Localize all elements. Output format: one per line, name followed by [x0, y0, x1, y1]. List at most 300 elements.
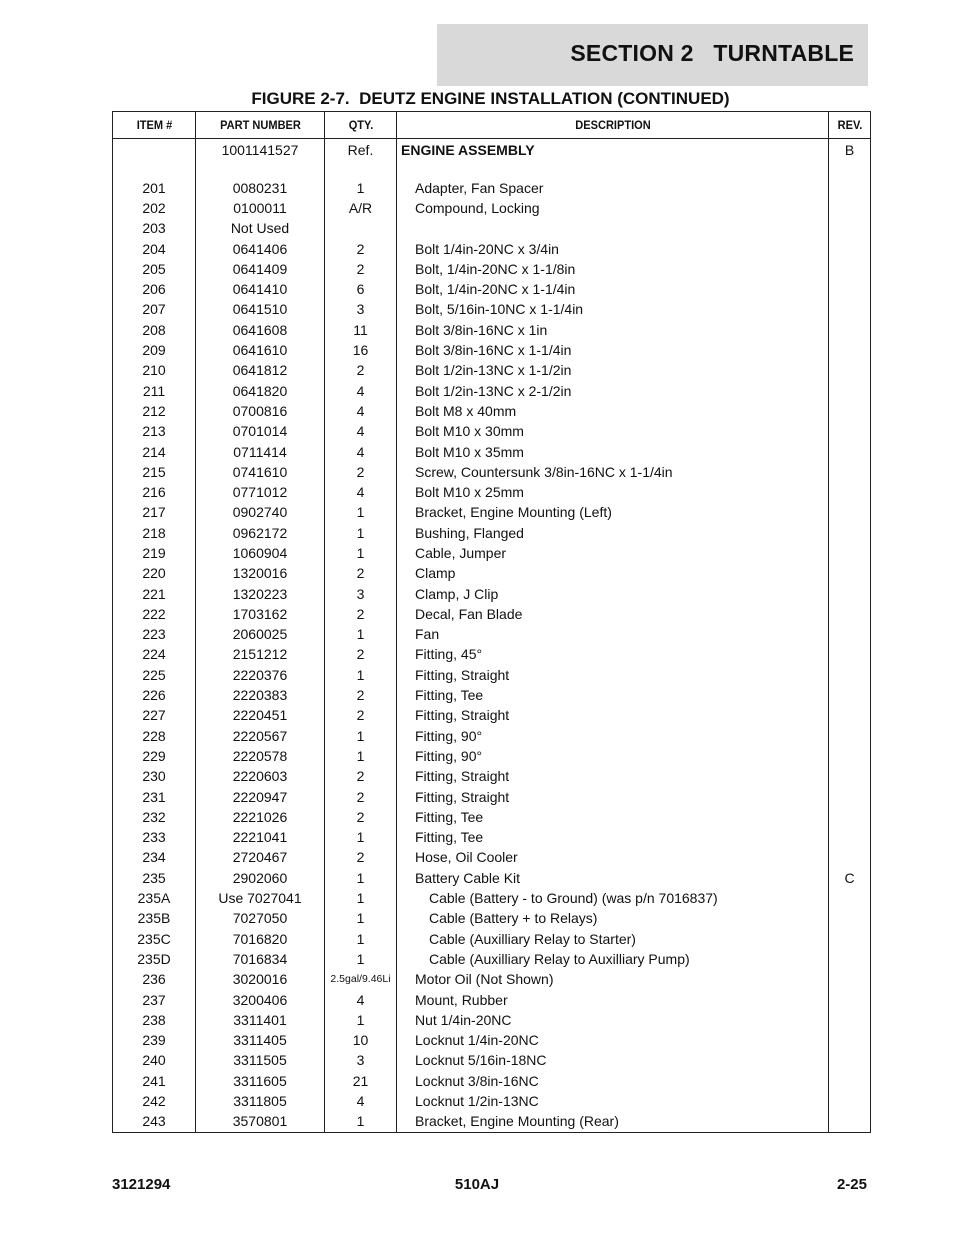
assembly-row [113, 139, 871, 162]
qty-cell: 2 [325, 645, 397, 665]
item-number-cell: 234 [113, 848, 196, 868]
part-number-cell: 7016820 [196, 929, 325, 949]
table-row [113, 219, 871, 239]
part-number-cell: 0641410 [196, 279, 325, 299]
description-cell: Cable (Battery + to Relays) [397, 909, 829, 929]
rev-cell [829, 401, 871, 421]
rev-cell [829, 462, 871, 482]
table-row [113, 442, 871, 462]
table-row [113, 645, 871, 665]
qty-cell: 1 [325, 178, 397, 198]
item-number-cell: 224 [113, 645, 196, 665]
rev-cell [829, 361, 871, 381]
spacer-cell [113, 161, 196, 178]
part-number-cell: 0080231 [196, 178, 325, 198]
item-number-cell: 201 [113, 178, 196, 198]
qty-cell: 1 [325, 543, 397, 563]
qty-cell: 1 [325, 949, 397, 969]
part-number-cell: 0741610 [196, 462, 325, 482]
item-number-cell: 206 [113, 279, 196, 299]
description-cell: Fitting, Tee [397, 828, 829, 848]
part-number-cell: 2220376 [196, 665, 325, 685]
description-cell: Fitting, Straight [397, 706, 829, 726]
rev-cell [829, 422, 871, 442]
rev-cell [829, 685, 871, 705]
rev-cell [829, 1071, 871, 1091]
qty-cell: 4 [325, 381, 397, 401]
item-number-cell: 227 [113, 706, 196, 726]
rev-cell [829, 1091, 871, 1111]
qty-cell: 2 [325, 462, 397, 482]
table-row [113, 767, 871, 787]
spacer-cell [829, 161, 871, 178]
item-number-cell: 210 [113, 361, 196, 381]
description-cell: Battery Cable Kit [397, 868, 829, 888]
description-cell: Screw, Countersunk 3/8in-16NC x 1-1/4in [397, 462, 829, 482]
description-cell: Bolt, 1/4in-20NC x 1-1/4in [397, 279, 829, 299]
part-number-cell: 0962172 [196, 523, 325, 543]
qty-cell: 2 [325, 767, 397, 787]
table-row [113, 828, 871, 848]
item-number-cell: 237 [113, 990, 196, 1010]
table-row [113, 665, 871, 685]
part-number-cell: 3311805 [196, 1091, 325, 1111]
parts-table-body [113, 139, 871, 1133]
part-number-cell: 0641406 [196, 239, 325, 259]
qty-cell: 2 [325, 848, 397, 868]
table-row [113, 726, 871, 746]
table-row [113, 604, 871, 624]
part-number-cell: 0641610 [196, 340, 325, 360]
column-header-rev: REV. [830, 112, 869, 139]
item-number-cell: 225 [113, 665, 196, 685]
item-number-cell: 208 [113, 320, 196, 340]
qty-cell: 2 [325, 706, 397, 726]
item-number-cell: 235B [113, 909, 196, 929]
item-number-cell: 229 [113, 746, 196, 766]
qty-cell: 4 [325, 1091, 397, 1111]
description-cell: Bolt M10 x 30mm [397, 422, 829, 442]
part-number-cell: 0641510 [196, 300, 325, 320]
table-row [113, 543, 871, 563]
rev-cell [829, 279, 871, 299]
qty-cell: 11 [325, 320, 397, 340]
table-row [113, 584, 871, 604]
item-number-cell: 216 [113, 482, 196, 502]
description-cell: Fitting, Straight [397, 767, 829, 787]
table-row [113, 259, 871, 279]
item-number-cell: 240 [113, 1051, 196, 1071]
table-row [113, 685, 871, 705]
table-row [113, 178, 871, 198]
description-cell: Bushing, Flanged [397, 523, 829, 543]
table-row [113, 868, 871, 888]
qty-cell: 4 [325, 482, 397, 502]
table-row [113, 929, 871, 949]
rev-cell [829, 888, 871, 908]
qty-cell: 4 [325, 990, 397, 1010]
qty-cell: 3 [325, 1051, 397, 1071]
part-number-cell: 3311605 [196, 1071, 325, 1091]
qty-cell: 2 [325, 807, 397, 827]
part-number-cell: 0641820 [196, 381, 325, 401]
rev-cell [829, 746, 871, 766]
part-number-cell: 1060904 [196, 543, 325, 563]
table-row [113, 1112, 871, 1133]
rev-cell [829, 442, 871, 462]
rev-cell [829, 564, 871, 584]
description-cell: Fitting, Tee [397, 807, 829, 827]
part-number-cell: Not Used [196, 219, 325, 239]
qty-cell: 1 [325, 726, 397, 746]
description-cell: Cable (Auxilliary Relay to Auxilliary Pump) [397, 949, 829, 969]
qty-cell: 1 [325, 625, 397, 645]
rev-cell [829, 949, 871, 969]
rev-cell [829, 584, 871, 604]
item-number-cell: 219 [113, 543, 196, 563]
rev-cell [829, 726, 871, 746]
rev-cell [829, 320, 871, 340]
description-cell: Bolt M10 x 35mm [397, 442, 829, 462]
rev-cell [829, 178, 871, 198]
description-cell: Locknut 5/16in-18NC [397, 1051, 829, 1071]
part-number-cell: 0641812 [196, 361, 325, 381]
rev-cell: C [829, 868, 871, 888]
description-cell: Cable, Jumper [397, 543, 829, 563]
rev-cell [829, 1112, 871, 1133]
item-number-cell: 209 [113, 340, 196, 360]
item-number-cell: 207 [113, 300, 196, 320]
rev-cell [829, 604, 871, 624]
table-row [113, 909, 871, 929]
rev-cell [829, 807, 871, 827]
table-row [113, 381, 871, 401]
rev-cell [829, 381, 871, 401]
item-number-cell: 203 [113, 219, 196, 239]
item-number-cell: 228 [113, 726, 196, 746]
item-number-cell: 204 [113, 239, 196, 259]
description-cell: Bolt M10 x 25mm [397, 482, 829, 502]
qty-cell: 1 [325, 665, 397, 685]
qty-cell: 1 [325, 1112, 397, 1133]
description-cell: Bolt, 1/4in-20NC x 1-1/8in [397, 259, 829, 279]
description-cell: Bracket, Engine Mounting (Rear) [397, 1112, 829, 1133]
description-cell: Locknut 1/2in-13NC [397, 1091, 829, 1111]
table-row [113, 990, 871, 1010]
column-header-item: ITEM # [116, 112, 192, 139]
table-row [113, 564, 871, 584]
table-row [113, 1071, 871, 1091]
description-cell: Locknut 3/8in-16NC [397, 1071, 829, 1091]
table-row [113, 949, 871, 969]
item-number-cell: 230 [113, 767, 196, 787]
description-cell: Clamp, J Clip [397, 584, 829, 604]
qty-cell: 1 [325, 828, 397, 848]
part-number-cell: 0641409 [196, 259, 325, 279]
rev-cell [829, 645, 871, 665]
table-row [113, 1091, 871, 1111]
item-number-cell: 231 [113, 787, 196, 807]
description-cell: Fitting, Straight [397, 787, 829, 807]
description-cell: Bolt M8 x 40mm [397, 401, 829, 421]
description-cell: Fan [397, 625, 829, 645]
table-row [113, 523, 871, 543]
item-number-cell: 218 [113, 523, 196, 543]
rev-cell [829, 767, 871, 787]
rev-cell [829, 990, 871, 1010]
qty-cell: 4 [325, 442, 397, 462]
item-number-cell: 235D [113, 949, 196, 969]
qty-cell: 21 [325, 1071, 397, 1091]
table-row [113, 320, 871, 340]
qty-cell: 2 [325, 361, 397, 381]
qty-cell: 1 [325, 868, 397, 888]
qty-cell: 2 [325, 239, 397, 259]
part-number-cell: 3200406 [196, 990, 325, 1010]
description-cell: Cable (Auxilliary Relay to Starter) [397, 929, 829, 949]
spacer-cell [397, 161, 829, 178]
column-header-qty: QTY. [327, 112, 393, 139]
part-number-cell: 0100011 [196, 198, 325, 218]
item-number-cell: 235C [113, 929, 196, 949]
item-number-cell: 232 [113, 807, 196, 827]
table-row [113, 1030, 871, 1050]
description-cell: Compound, Locking [397, 198, 829, 218]
rev-cell [829, 543, 871, 563]
footer-model: 510AJ [454, 1176, 500, 1193]
rev-cell [829, 665, 871, 685]
column-header-part-number: PART NUMBER [201, 112, 320, 139]
figure-title: FIGURE 2-7. DEUTZ ENGINE INSTALLATION (CONTINUED) [251, 89, 730, 108]
description-cell: Bolt 3/8in-16NC x 1-1/4in [397, 340, 829, 360]
rev-cell [829, 1051, 871, 1071]
item-number-cell: 243 [113, 1112, 196, 1133]
spacer-row [113, 161, 871, 178]
description-cell: Bolt 1/2in-13NC x 1-1/2in [397, 361, 829, 381]
item-number-cell: 221 [113, 584, 196, 604]
item-number-cell: 242 [113, 1091, 196, 1111]
footer-doc-number: 3121294 [112, 1176, 171, 1193]
part-number-cell: 1320223 [196, 584, 325, 604]
table-row [113, 848, 871, 868]
part-number-cell: 3311401 [196, 1010, 325, 1030]
part-number-cell: 2221026 [196, 807, 325, 827]
item-number-cell: 233 [113, 828, 196, 848]
part-number-cell: 2220603 [196, 767, 325, 787]
description-cell: Hose, Oil Cooler [397, 848, 829, 868]
part-number-cell: 0641608 [196, 320, 325, 340]
part-number-cell: 2220947 [196, 787, 325, 807]
table-row [113, 706, 871, 726]
table-row [113, 462, 871, 482]
item-number-cell: 212 [113, 401, 196, 421]
qty-cell: 1 [325, 909, 397, 929]
description-cell: Fitting, Straight [397, 665, 829, 685]
part-number-cell: 2151212 [196, 645, 325, 665]
qty-cell: 2.5gal/9.46Li [325, 970, 397, 990]
rev-cell [829, 219, 871, 239]
qty-cell: 2 [325, 787, 397, 807]
part-number-cell: 3020016 [196, 970, 325, 990]
qty-cell [325, 219, 397, 239]
rev-cell [829, 909, 871, 929]
qty-cell: 2 [325, 259, 397, 279]
spacer-cell [196, 161, 325, 178]
spacer-cell [325, 161, 397, 178]
part-number-cell: 1320016 [196, 564, 325, 584]
assembly-qty: Ref. [325, 139, 397, 162]
item-number-cell: 235 [113, 868, 196, 888]
rev-cell [829, 239, 871, 259]
part-number-cell: 2220383 [196, 685, 325, 705]
table-row [113, 422, 871, 442]
table-row [113, 361, 871, 381]
item-number-cell: 241 [113, 1071, 196, 1091]
item-number-cell: 226 [113, 685, 196, 705]
rev-cell [829, 523, 871, 543]
table-header-row [113, 112, 871, 139]
description-cell: Bolt 1/4in-20NC x 3/4in [397, 239, 829, 259]
rev-cell [829, 706, 871, 726]
rev-cell [829, 503, 871, 523]
rev-cell [829, 482, 871, 502]
description-cell: Bolt, 5/16in-10NC x 1-1/4in [397, 300, 829, 320]
part-number-cell: 2220567 [196, 726, 325, 746]
description-cell: Clamp [397, 564, 829, 584]
qty-cell: 16 [325, 340, 397, 360]
rev-cell [829, 340, 871, 360]
description-cell: Fitting, 45° [397, 645, 829, 665]
rev-cell [829, 787, 871, 807]
part-number-cell: 3570801 [196, 1112, 325, 1133]
part-number-cell: 0771012 [196, 482, 325, 502]
part-number-cell: 1703162 [196, 604, 325, 624]
part-number-cell: 2902060 [196, 868, 325, 888]
description-cell: Fitting, Tee [397, 685, 829, 705]
qty-cell: 1 [325, 888, 397, 908]
table-row [113, 340, 871, 360]
item-number-cell: 211 [113, 381, 196, 401]
item-number-cell: 236 [113, 970, 196, 990]
rev-cell [829, 198, 871, 218]
description-cell: Adapter, Fan Spacer [397, 178, 829, 198]
item-number-cell: 220 [113, 564, 196, 584]
description-cell: Locknut 1/4in-20NC [397, 1030, 829, 1050]
part-number-cell: 2720467 [196, 848, 325, 868]
table-row [113, 746, 871, 766]
rev-cell [829, 929, 871, 949]
part-number-cell: 0700816 [196, 401, 325, 421]
rev-cell [829, 1030, 871, 1050]
table-row [113, 807, 871, 827]
footer-page-number: 2-25 [836, 1176, 867, 1193]
qty-cell: 1 [325, 523, 397, 543]
qty-cell: 4 [325, 401, 397, 421]
description-cell: Fitting, 90° [397, 726, 829, 746]
part-number-cell: 3311505 [196, 1051, 325, 1071]
description-cell: Fitting, 90° [397, 746, 829, 766]
qty-cell: 1 [325, 746, 397, 766]
rev-cell [829, 970, 871, 990]
item-number-cell: 239 [113, 1030, 196, 1050]
table-row [113, 1010, 871, 1030]
item-number-cell: 202 [113, 198, 196, 218]
qty-cell: 10 [325, 1030, 397, 1050]
description-cell: Bolt 1/2in-13NC x 2-1/2in [397, 381, 829, 401]
section-title: SECTION 2 TURNTABLE [570, 40, 854, 66]
part-number-cell: 0711414 [196, 442, 325, 462]
qty-cell: 2 [325, 564, 397, 584]
part-number-cell: 2220451 [196, 706, 325, 726]
qty-cell: 2 [325, 685, 397, 705]
description-cell: Bolt 3/8in-16NC x 1in [397, 320, 829, 340]
part-number-cell: 0902740 [196, 503, 325, 523]
rev-cell [829, 625, 871, 645]
table-row [113, 787, 871, 807]
rev-cell [829, 1010, 871, 1030]
item-number-cell: 223 [113, 625, 196, 645]
table-row [113, 198, 871, 218]
qty-cell: 4 [325, 422, 397, 442]
part-number-cell: Use 7027041 [196, 888, 325, 908]
part-number-cell: 2060025 [196, 625, 325, 645]
rev-cell [829, 848, 871, 868]
table-row [113, 482, 871, 502]
qty-cell: 1 [325, 929, 397, 949]
qty-cell: 3 [325, 300, 397, 320]
qty-cell: 6 [325, 279, 397, 299]
item-number-cell: 213 [113, 422, 196, 442]
qty-cell: 3 [325, 584, 397, 604]
rev-cell [829, 300, 871, 320]
qty-cell: 1 [325, 503, 397, 523]
table-row [113, 970, 871, 990]
section-header [437, 24, 868, 86]
description-cell: Nut 1/4in-20NC [397, 1010, 829, 1030]
part-number-cell: 2220578 [196, 746, 325, 766]
table-row [113, 279, 871, 299]
description-cell [397, 219, 829, 239]
item-number-cell: 214 [113, 442, 196, 462]
assembly-item [113, 139, 196, 162]
description-cell: Motor Oil (Not Shown) [397, 970, 829, 990]
rev-cell [829, 259, 871, 279]
part-number-cell: 7027050 [196, 909, 325, 929]
table-row [113, 625, 871, 645]
item-number-cell: 215 [113, 462, 196, 482]
table-row [113, 239, 871, 259]
table-row [113, 300, 871, 320]
qty-cell: 1 [325, 1010, 397, 1030]
item-number-cell: 235A [113, 888, 196, 908]
table-row [113, 401, 871, 421]
column-header-description: DESCRIPTION [414, 112, 811, 139]
qty-cell: A/R [325, 198, 397, 218]
table-row [113, 503, 871, 523]
item-number-cell: 205 [113, 259, 196, 279]
part-number-cell: 0701014 [196, 422, 325, 442]
item-number-cell: 222 [113, 604, 196, 624]
description-cell: Mount, Rubber [397, 990, 829, 1010]
item-number-cell: 217 [113, 503, 196, 523]
part-number-cell: 3311405 [196, 1030, 325, 1050]
part-number-cell: 2221041 [196, 828, 325, 848]
item-number-cell: 238 [113, 1010, 196, 1030]
description-cell: Bracket, Engine Mounting (Left) [397, 503, 829, 523]
part-number-cell: 7016834 [196, 949, 325, 969]
assembly-description: ENGINE ASSEMBLY [397, 139, 829, 162]
assembly-part-number: 1001141527 [196, 139, 325, 162]
